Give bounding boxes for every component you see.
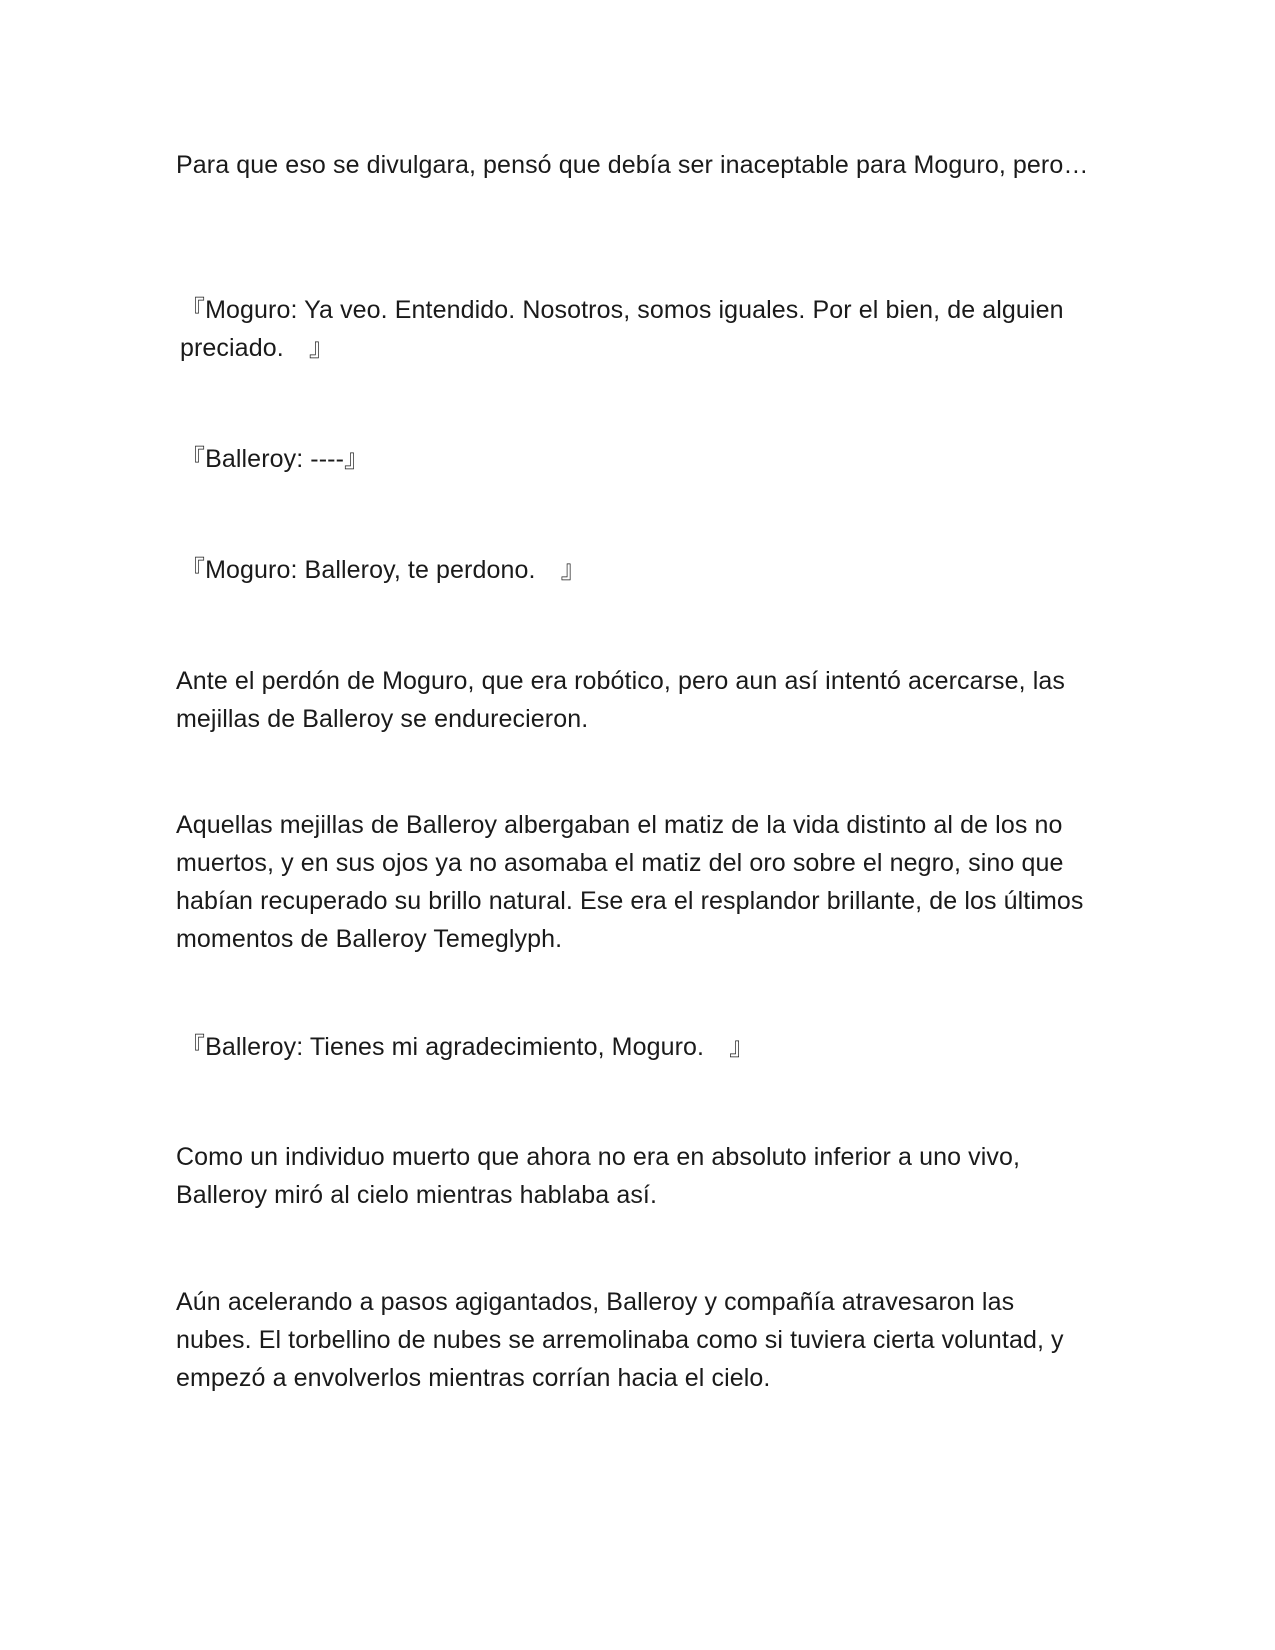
paragraph-narration: Aún acelerando a pasos agigantados, Balleroy y compañía atravesaron las nubes. El torbellino de nubes se arremolinaba como si tuviera cierta voluntad, y empezó a envolverlos mientras corrían hacia el cielo. xyxy=(176,1288,1064,1392)
paragraph-narration: Ante el perdón de Moguro, que era robótico, pero aun así intentó acercarse, las mejillas de Balleroy se endurecieron. xyxy=(176,667,1066,733)
paragraph-narration: Como un individuo muerto que ahora no era en absoluto inferior a uno vivo, Balleroy miró al cielo mientras hablaba así. xyxy=(176,1143,1021,1209)
paragraph-narration: Para que eso se divulgara, pensó que debía ser inaceptable para Moguro, pero… xyxy=(176,151,1089,179)
paragraph-dialogue-balleroy: 『Balleroy: ----』 xyxy=(180,445,370,473)
paragraph-dialogue-moguro: 『Moguro: Ya veo. Entendido. Nosotros, somos iguales. Por el bien, de alguien preciado. 』 xyxy=(180,296,1064,362)
paragraph-dialogue-moguro: 『Moguro: Balleroy, te perdono. 』 xyxy=(180,556,586,584)
paragraph-narration: Aquellas mejillas de Balleroy albergaban el matiz de la vida distinto al de los no muertos, y en sus ojos ya no asomaba el matiz del oro sobre el negro, sino que habían recuperado su brillo natural. Ese era el resplandor brillante, de los últimos momentos de Balleroy Temeglyph. xyxy=(176,811,1084,953)
paragraph-dialogue-balleroy: 『Balleroy: Tienes mi agradecimiento, Moguro. 』 xyxy=(180,1033,755,1061)
